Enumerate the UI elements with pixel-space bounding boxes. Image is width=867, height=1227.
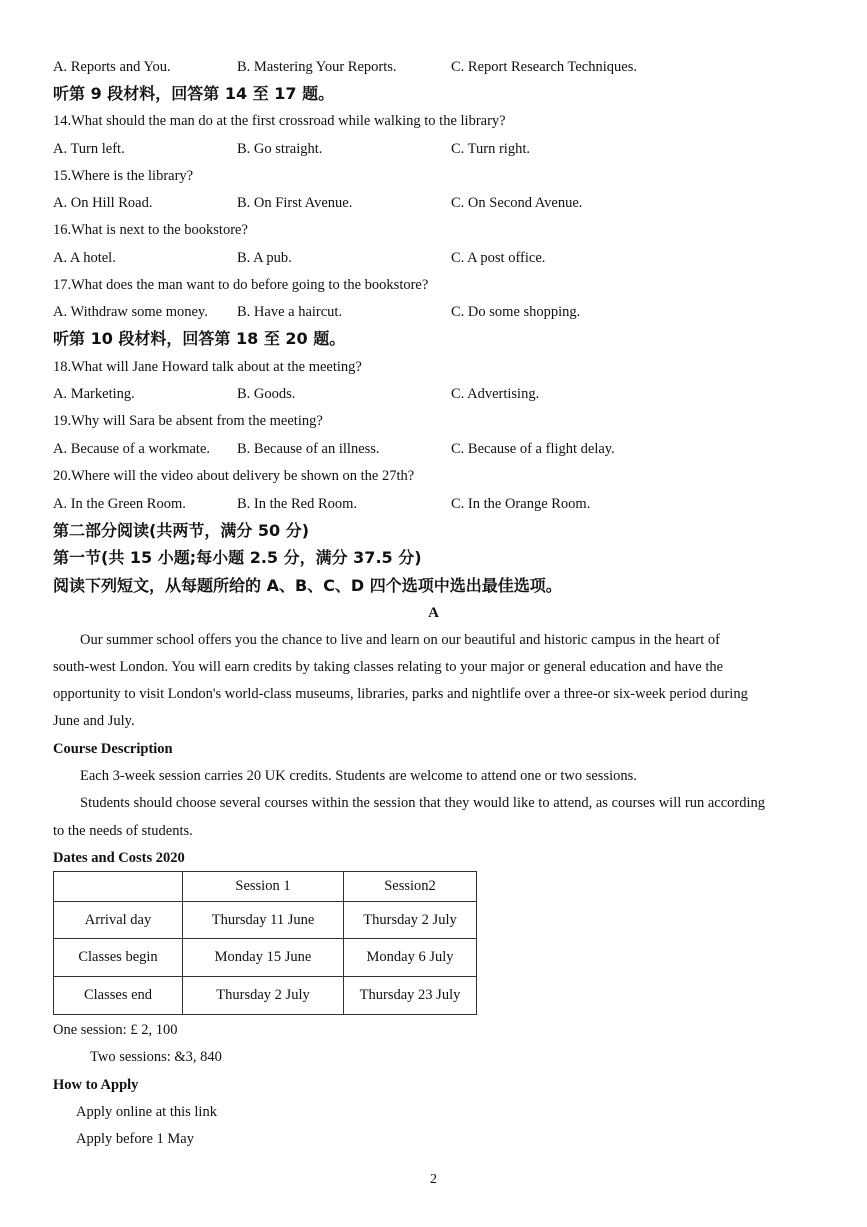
table-header-cell: Session2 <box>344 872 477 902</box>
apply-line-2: Apply before 1 May <box>76 1131 194 1147</box>
question-15: 15.Where is the library? <box>53 168 194 184</box>
intro-line-1: Our summer school offers you the chance to live and learn on our beautiful and historic campus in the heart of <box>80 632 720 648</box>
one-session-cost: One session: £ 2, 100 <box>53 1022 178 1038</box>
option-c: C. In the Orange Room. <box>451 496 591 512</box>
table-header-cell <box>54 872 183 902</box>
option-a: A. Marketing. <box>53 386 135 402</box>
option-b: B. On First Avenue. <box>237 195 353 211</box>
table-cell: Thursday 11 June <box>183 902 344 939</box>
option-b: B. A pub. <box>237 250 292 266</box>
option-a: A. Withdraw some money. <box>53 304 208 320</box>
passage-letter: A <box>428 605 439 621</box>
option-c: C. Do some shopping. <box>451 304 581 320</box>
option-a: A. Reports and You. <box>53 59 171 75</box>
option-a: A. Because of a workmate. <box>53 441 211 457</box>
intro-line-2: south-west London. You will earn credits by taking classes relating to your major or general education and have the <box>53 659 724 675</box>
question-20: 20.Where will the video about delivery be shown on the 27th? <box>53 468 415 484</box>
apply-heading: How to Apply <box>53 1077 139 1093</box>
option-c: C. On Second Avenue. <box>451 195 583 211</box>
table-cell: Thursday 2 July <box>183 977 344 1015</box>
table-header-row <box>54 872 477 902</box>
course-line-3: to the needs of students. <box>53 823 193 839</box>
question-16: 16.What is next to the bookstore? <box>53 222 248 238</box>
part2-heading: 第二部分阅读(共两节，满分 50 分) <box>53 521 310 540</box>
option-b: B. In the Red Room. <box>237 496 358 512</box>
table-cell: Classes end <box>54 977 183 1015</box>
option-a: A. In the Green Room. <box>53 496 186 512</box>
course-heading: Course Description <box>53 741 173 757</box>
table-cell: Monday 15 June <box>183 939 344 977</box>
section10-heading: 听第 10 段材料，回答第 18 至 20 题。 <box>53 329 346 348</box>
option-b: B. Because of an illness. <box>237 441 380 457</box>
option-b: B. Mastering Your Reports. <box>237 59 397 75</box>
table-cell: Arrival day <box>54 902 183 939</box>
question-18: 18.What will Jane Howard talk about at the meeting? <box>53 359 362 375</box>
option-b: B. Goods. <box>237 386 296 402</box>
dates-heading: Dates and Costs 2020 <box>53 850 185 866</box>
section9-heading: 听第 9 段材料，回答第 14 至 17 题。 <box>53 84 335 103</box>
option-b: B. Have a haircut. <box>237 304 343 320</box>
table-cell: Classes begin <box>54 939 183 977</box>
question-14: 14.What should the man do at the first crossroad while walking to the library? <box>53 113 506 129</box>
apply-line-1: Apply online at this link <box>76 1104 217 1120</box>
table-row <box>54 902 477 939</box>
question-17: 17.What does the man want to do before going to the bookstore? <box>53 277 429 293</box>
two-sessions-cost: Two sessions: &3, 840 <box>90 1049 222 1065</box>
option-c: C. Because of a flight delay. <box>451 441 615 457</box>
section1-heading: 第一节(共 15 小题;每小题 2.5 分，满分 37.5 分) <box>53 548 422 567</box>
option-c: C. A post office. <box>451 250 546 266</box>
option-a: A. On Hill Road. <box>53 195 153 211</box>
course-line-2: Students should choose several courses within the session that they would like to attend, as courses will run according <box>80 795 765 811</box>
option-c: C. Report Research Techniques. <box>451 59 637 75</box>
table-header-cell: Session 1 <box>183 872 344 902</box>
course-line-1: Each 3-week session carries 20 UK credits. Students are welcome to attend one or two sessions. <box>80 768 637 784</box>
page-number: 2 <box>430 1172 437 1187</box>
option-a: A. Turn left. <box>53 141 125 157</box>
option-a: A. A hotel. <box>53 250 116 266</box>
table-cell: Thursday 2 July <box>344 902 477 939</box>
option-c: C. Turn right. <box>451 141 530 157</box>
table-cell: Thursday 23 July <box>344 977 477 1015</box>
option-b: B. Go straight. <box>237 141 323 157</box>
dates-costs-table <box>53 871 477 1015</box>
intro-line-4: June and July. <box>53 713 135 729</box>
table-cell: Monday 6 July <box>344 939 477 977</box>
intro-line-3: opportunity to visit London's world-class museums, libraries, parks and nightlife over a three-or six-week period during <box>53 686 748 702</box>
instructions: 阅读下列短文，从每题所给的 A、B、C、D 四个选项中选出最佳选项。 <box>53 576 562 595</box>
table-row <box>54 977 477 1015</box>
option-c: C. Advertising. <box>451 386 540 402</box>
question-19: 19.Why will Sara be absent from the meeting? <box>53 413 323 429</box>
table-row <box>54 939 477 977</box>
